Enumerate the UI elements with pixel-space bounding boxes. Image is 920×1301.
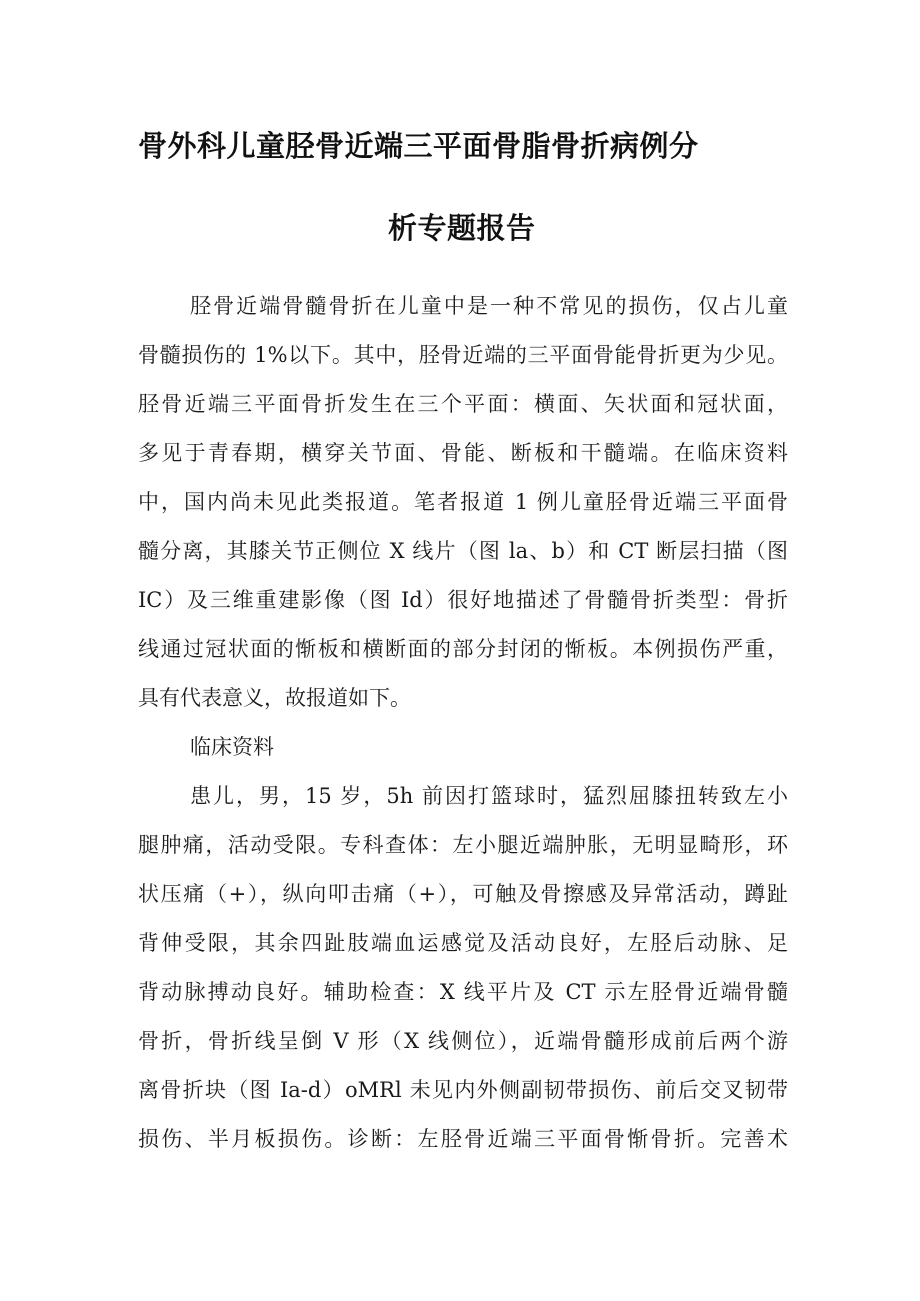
- page-title-line-1: 骨外科儿童胫骨近端三平面骨脂骨折病例分: [138, 129, 699, 163]
- paragraph-2-line-8: 损伤、半月板损伤。诊断：左胫骨近端三平面骨惭骨折。完善术: [138, 1127, 788, 1151]
- paragraph-2-line-2: 腿肿痛，活动受限。专科查体：左小腿近端肿胀，无明显畸形，环: [138, 833, 788, 857]
- paragraph-1-line-3: 胫骨近端三平面骨折发生在三个平面：横面、矢状面和冠状面，: [138, 392, 788, 416]
- paragraph-1-line-9: 具有代表意义，故报道如下。: [138, 686, 411, 710]
- paragraph-2-line-5: 背动脉搏动良好。辅助检查：X 线平片及 CT 示左胫骨近端骨髓: [138, 980, 788, 1004]
- paragraph-2-line-6: 骨折，骨折线呈倒 V 形（X 线侧位），近端骨髓形成前后两个游: [138, 1029, 788, 1053]
- paragraph-1-line-6: 髓分离，其膝关节正侧位 X 线片（图 la、b）和 CT 断层扫描（图: [138, 539, 788, 563]
- paragraph-1-line-8: 线通过冠状面的惭板和横断面的部分封闭的惭板。本例损伤严重，: [138, 637, 788, 661]
- page-title-line-2: 析专题报告: [388, 211, 536, 245]
- paragraph-2-line-1: 患儿，男，15 岁，5h 前因打篮球时，猛烈屈膝扭转致左小: [190, 784, 788, 808]
- paragraph-2-line-3: 状压痛（+），纵向叩击痛（+），可触及骨擦感及异常活动，蹲趾: [138, 882, 788, 906]
- paragraph-2-line-4: 背伸受限，其余四趾肢端血运感觉及活动良好，左胫后动脉、足: [138, 931, 788, 955]
- paragraph-1-line-1: 胫骨近端骨髓骨折在儿童中是一种不常见的损伤，仅占儿童: [190, 294, 788, 318]
- paragraph-1-line-2: 骨髓损伤的 1%以下。其中，胫骨近端的三平面骨能骨折更为少见。: [138, 343, 788, 367]
- paragraph-2-line-7: 离骨折块（图 Ia-d）oMRl 未见内外侧副韧带损伤、前后交叉韧带: [138, 1078, 788, 1102]
- paragraph-1-line-7: IC）及三维重建影像（图 Id）很好地描述了骨髓骨折类型：骨折: [138, 588, 788, 612]
- paragraph-1-line-5: 中，国内尚未见此类报道。笔者报道 1 例儿童胫骨近端三平面骨: [138, 490, 788, 514]
- paragraph-1-line-4: 多见于青春期，横穿关节面、骨能、断板和干髓端。在临床资料: [138, 441, 788, 465]
- section-heading-clinical-data: 临床资料: [190, 735, 274, 759]
